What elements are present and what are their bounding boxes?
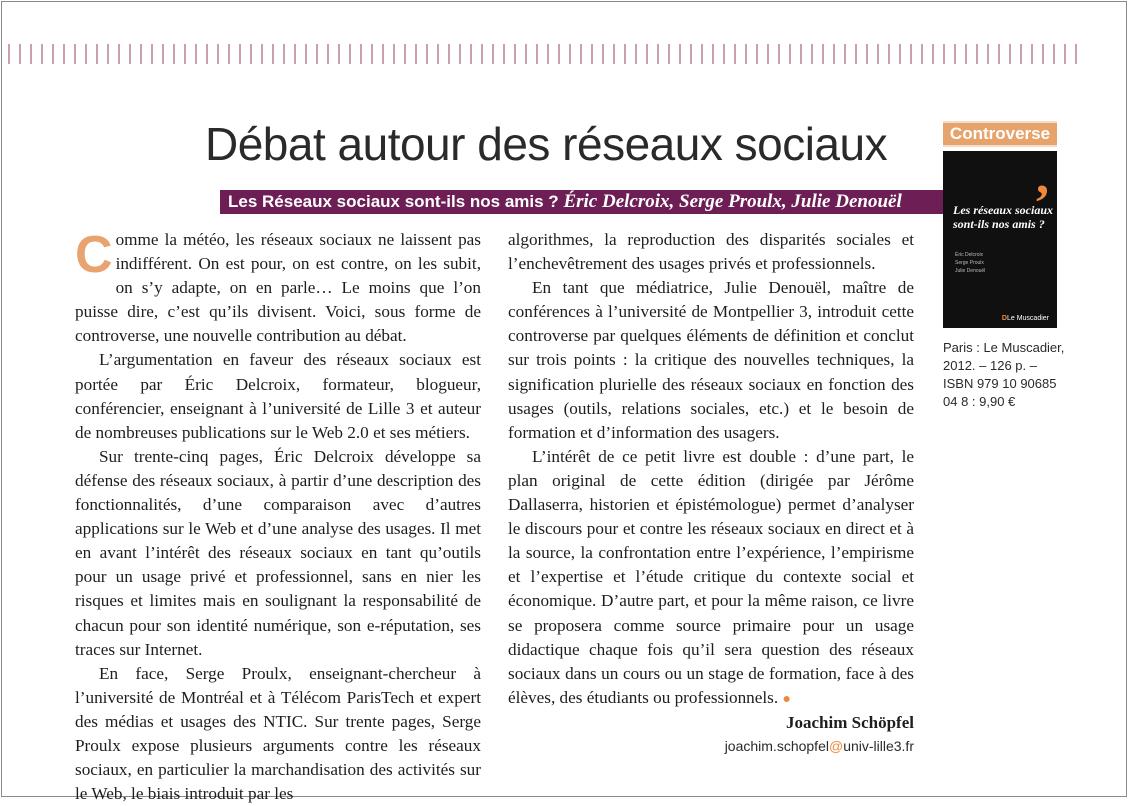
publisher-logo: DLe Muscadier: [1001, 315, 1049, 322]
paragraph-delcroix-intro: L’argumentation en faveur des réseaux sociaux est portée par Éric Delcroix, formateur, blogueur, conférencier, enseignant à l’université de Lille 3 et auteur de nombreuses publications sur le Web 2.0 et ses métiers.: [75, 350, 481, 442]
paragraph-denouel: En tant que médiatrice, Julie Denouël, maître de conférences à l’université de Montpellier 3, introduit cette controverse par quelques éléments de définition et conclut sur trois points : la critique des nouvelles techniques, la signification plurielle des réseaux sociaux en fonction des usages (outils, relations sociales, etc.) et le besoin de formation et d’information des usagers.: [508, 278, 914, 442]
cover-title: Les réseaux sociaux sont-ils nos amis ?: [953, 203, 1053, 231]
paragraph-delcroix-defense: Sur trente-cinq pages, Éric Delcroix développe sa défense des réseaux sociaux, à partir d’une description des fonctionnalités, d’une comparaison avec d’autres applications sur le Web et d’une analyse des usages. Il met en avant l’intérêt des réseaux sociaux en tant qu’outils pour un usage privé et professionnel, sans en nier les risques et limites mais en soulignant la responsabilité de chacun pour son identité numérique, son e-réputation, ses traces sur Internet.: [75, 446, 481, 659]
publisher-name: Le Muscadier: [1006, 315, 1049, 322]
signature-name: Joachim Schöpfel: [786, 713, 914, 732]
cover-authors: Éric Delcroix Serge Proulx Julie Denouël: [955, 252, 986, 274]
book-cover-image: [943, 148, 1057, 328]
decorative-tick-rule: [8, 44, 1083, 64]
paragraph-conclusion: [508, 445, 914, 712]
paragraph-proulx-start: En face, Serge Proulx, enseignant-chercheur à l’université de Montréal et à Télécom ParisTech et expert des médias et usages des NTIC. Sur trente pages, Serge Proulx expose plusieurs arguments contre les réseaux sociaux, en particulier la marchandisation des activités sur le Web, le biais introduit par les: [75, 663, 481, 804]
quote-mark-icon: ,: [1036, 148, 1049, 205]
section-tag: Controverse: [943, 121, 1057, 147]
book-title: Les Réseaux sociaux sont-ils nos amis ?: [228, 192, 559, 211]
subtitle-bar: [220, 190, 943, 214]
book-caption: Paris : Le Muscadier, 2012. – 126 p. – ISBN 979 10 90685 04 8 : 9,90 €: [943, 340, 1065, 409]
article-column-left: [75, 228, 481, 806]
paragraph-proulx-end: algorithmes, la reproduction des disparités sociales et l’enchevêtrement des usages privés et professionnels.: [508, 230, 914, 274]
signature-email: [508, 735, 914, 757]
article-column-right: [508, 228, 914, 712]
drop-cap: C: [75, 226, 113, 284]
paragraph-conclusion-text: L’intérêt de ce petit livre est double : d’une part, le plan original de cette édition (dirigée par Jérôme Dallaserra, historien et épistémologue) permet d’analyser le discours pour et contre les réseaux sociaux en direct et à la source, la confrontation entre l’expérience, l’empirisme et l’expertise et l’étude critique du contexte social et économique. D’autre part, et pour la même raison, ce livre se proposera comme source primaire pour un usage didactique chaque fois qu’il sera question des réseaux sociaux dans un cours ou un stage de formation, face à des élèves, des étudiants ou professionnels.: [508, 446, 914, 707]
paragraph-intro: [75, 228, 481, 348]
book-authors: Éric Delcroix, Serge Proulx, Julie Denouël: [563, 191, 902, 212]
email-user: joachim.schopfel: [724, 738, 829, 754]
email-at-icon: @: [828, 738, 844, 754]
end-mark-icon: ●: [782, 691, 791, 707]
article-headline: Débat autour des réseaux sociaux: [205, 118, 888, 170]
paragraph-intro-text: omme la météo, les réseaux sociaux ne laissent pas indifférent. On est pour, on est contre, on les subit, on s’y adapte, on en parle… Le moins que l’on puisse dire, c’est qu’ils divisent. Voici, sous forme de controverse, une nouvelle contribution au débat.: [75, 230, 481, 346]
email-domain: univ-lille3.fr: [843, 738, 914, 754]
